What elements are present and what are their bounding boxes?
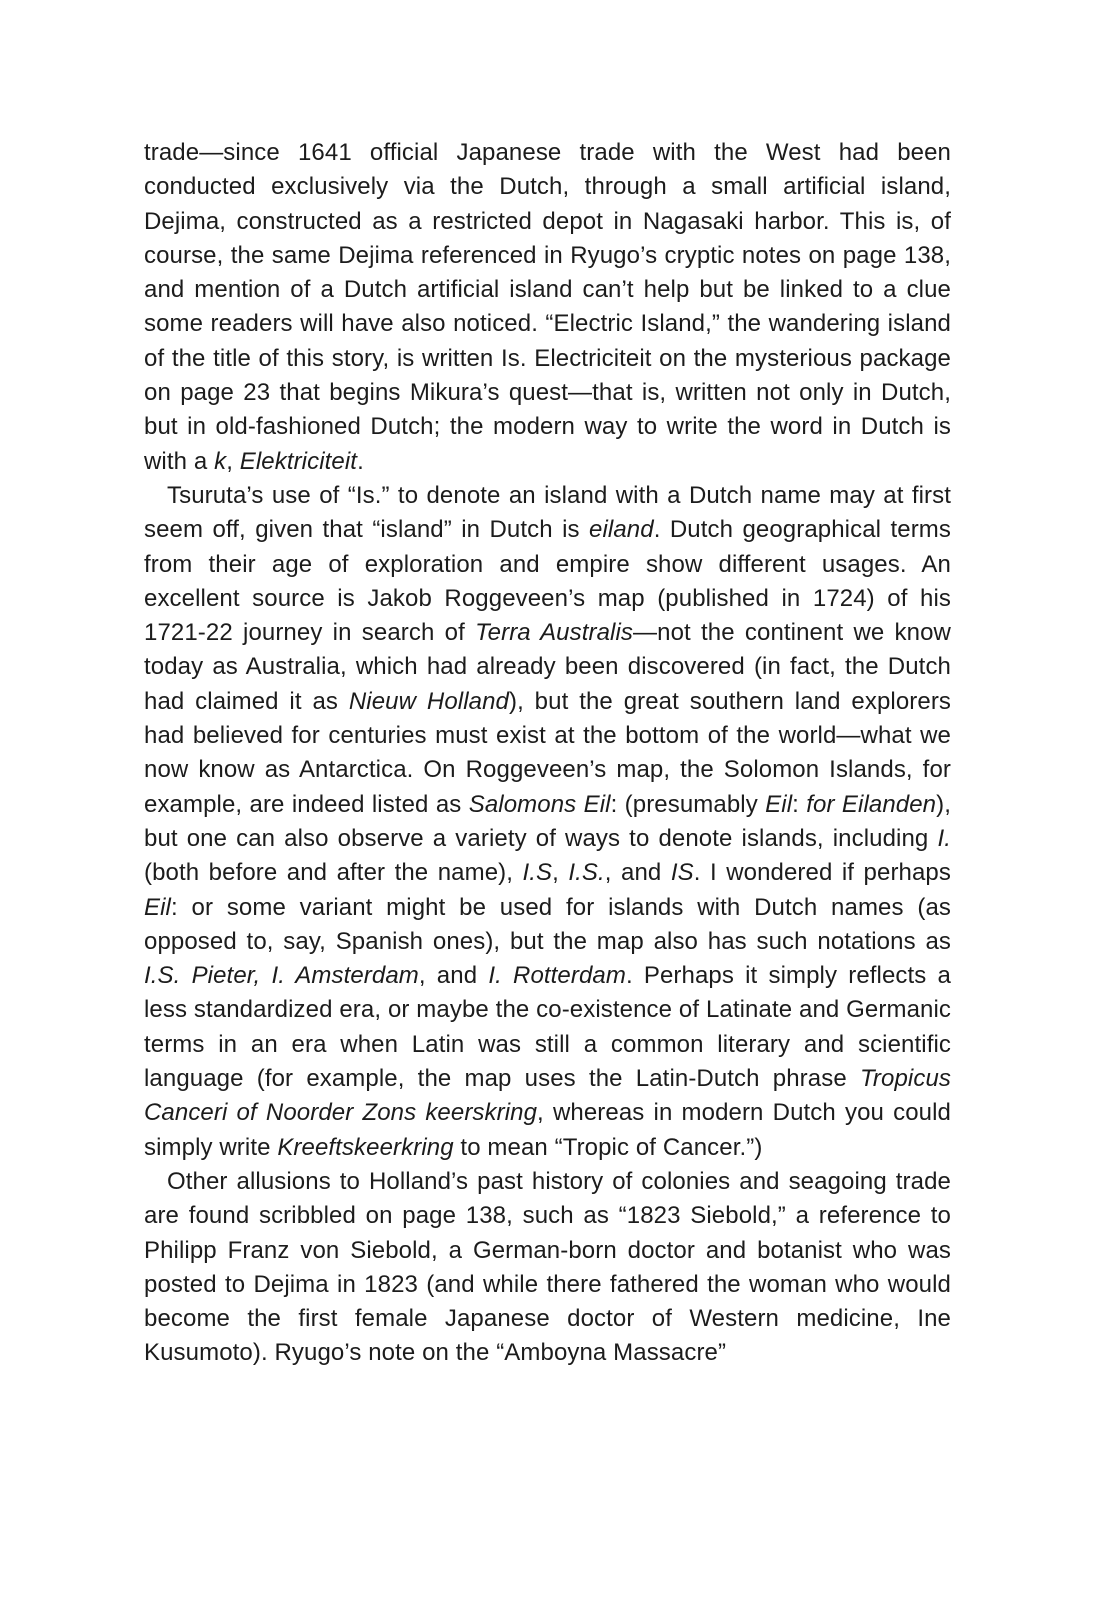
italic-run: I. — [937, 824, 951, 852]
paragraph-2 — [144, 479, 951, 1165]
italic-run: Elektriciteit — [239, 447, 358, 475]
text-run: . Perhaps it simply reflects a less standardized era, or maybe the co-existence of Latinate and Germanic terms in an era when Latin was still a common literary and scientific language (for example, the map uses the Latin-Dutch phrase — [144, 962, 952, 1093]
text-run: Other allusions to Holland’s past history of colonies and seagoing trade are found scribbled on page 138, such as “1823 Siebold,” a reference to Philipp Franz von Siebold, a German-born doctor and botanist who was posted to Dejima in 1823 (and while there fathered the woman who would become the first female Japanese doctor of Western medicine, Ine Kusumoto). Ryugo’s note on the “Amboyna Massacre” — [144, 1167, 951, 1367]
text-run: Tsuruta’s use of “Is.” to denote an island with a Dutch name may at first seem off, given that “island” in Dutch is — [144, 481, 951, 544]
text-run: , — [226, 447, 240, 475]
italic-run: Terra Australis — [475, 619, 634, 647]
text-run: . — [357, 447, 364, 475]
italic-run: I. Rotterdam — [488, 962, 626, 990]
italic-run: for Eilanden — [806, 790, 937, 818]
italic-run: Nieuw Holland — [348, 687, 509, 715]
text-run: , — [552, 859, 569, 887]
document-page — [144, 136, 951, 1371]
text-run: ), but the great southern land explorers had believed for centuries must exist at the bottom of the world—what we now know as Antarctica. On Roggeveen’s map, the Solomon Islands, for example, are indeed listed as — [144, 687, 952, 818]
italic-run: I.S. Pieter, I. Amsterdam — [144, 962, 419, 990]
paragraph-3 — [144, 1165, 951, 1371]
text-run: , and — [604, 859, 671, 887]
italic-run: Salomons Eil — [468, 790, 611, 818]
text-run: : or some variant might be used for islands with Dutch names (as opposed to, say, Spanish ones), but the map also has such notations as — [144, 893, 951, 955]
italic-run: IS — [670, 859, 694, 887]
italic-run: k — [214, 447, 227, 475]
italic-run: Eil — [144, 893, 171, 921]
italic-run: eiland — [589, 516, 654, 544]
text-run: : (presumably — [610, 790, 766, 818]
text-run: (both before and after the name), — [144, 859, 523, 887]
paragraph-1 — [144, 136, 951, 479]
text-run: , whereas in modern Dutch you could simply write — [144, 1099, 951, 1161]
text-run: to mean “Tropic of Cancer.”) — [453, 1133, 763, 1161]
italic-run: Eil — [765, 790, 793, 818]
text-run: —not the continent we know today as Australia, which had already been discovered (in fact, the Dutch had claimed it as — [144, 619, 951, 715]
text-run: ), but one can also observe a variety of ways to denote islands, including — [144, 790, 951, 852]
italic-run: I.S. — [568, 859, 605, 887]
text-run: . Dutch geographical terms from their age of exploration and empire show different usages. An excellent source is Jakob Roggeveen’s map (published in 1724) of his 1721-22 journey in search of — [144, 516, 951, 647]
text-run: , and — [418, 962, 489, 990]
text-run: . I wondered if perhaps — [693, 859, 951, 887]
italic-run: Tropicus Canceri of Noorder Zons keerskring — [144, 1065, 951, 1127]
text-run: : — [792, 790, 807, 818]
italic-run: I.S — [522, 859, 553, 887]
text-run: trade—since 1641 official Japanese trade with the West had been conducted exclusively via the Dutch, through a small artificial island, Dejima, constructed as a restricted depot in Nagasaki harbor. This is, of course, the same Dejima referenced in Ryugo’s cryptic notes on page 138, and mention of a Dutch artificial island can’t help but be linked to a clue some readers will have also noticed. “Electric Island,” the wandering island of the title of this story, is written Is. Electriciteit on the mysterious package on page 23 that begins Mikura’s quest—that is, written not only in Dutch, but in old-fashioned Dutch; the modern way to write the word in Dutch is with a — [144, 139, 951, 475]
italic-run: Kreeftskeerkring — [277, 1133, 454, 1161]
